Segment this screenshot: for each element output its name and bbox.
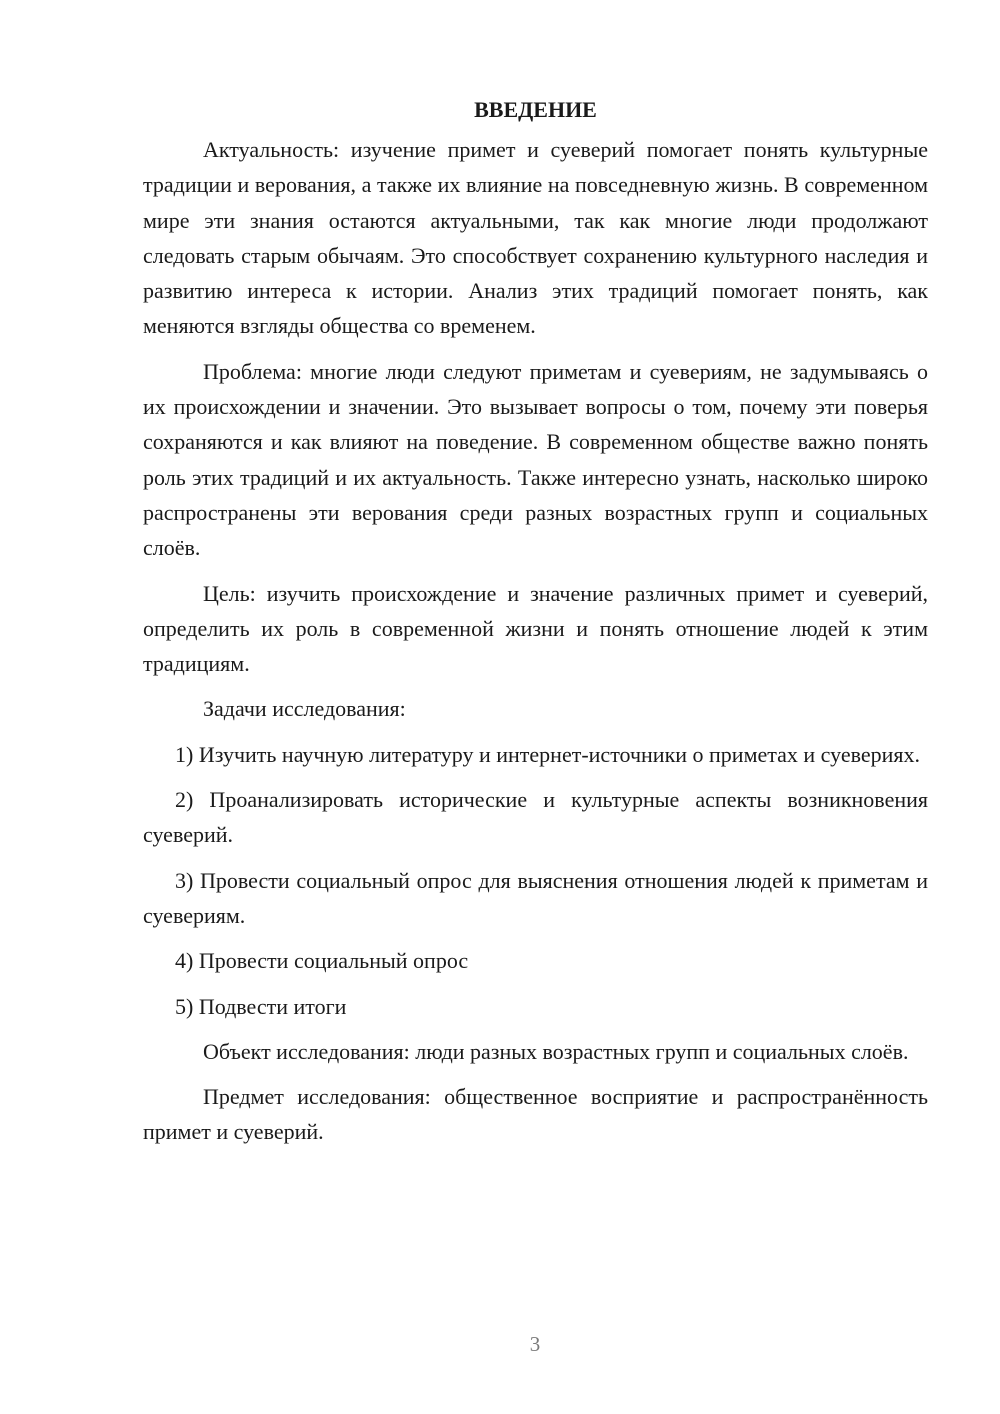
tasks-title: Задачи исследования: (203, 696, 406, 722)
problem-paragraph: Проблема: многие люди следуют приметам и суевериям, не задумываясь о их происхождении и значении. Это вызывает вопросы о том, почему эти поверья сохраняются и как влияют на поведение. В современном обществе важно понять роль этих традиций и их актуальность. Также интересно узнать, насколько широко распространены эти верования среди разных возрастных групп и социальных слоёв. (143, 358, 928, 561)
task-item-5: 5) Подвести итоги (175, 993, 347, 1019)
task-item-3: 3) Провести социальный опрос для выяснения отношения людей к приметам и суевериям. (143, 867, 928, 928)
document-page (143, 92, 928, 1160)
page-number: 3 (529, 1332, 541, 1356)
task-item-1: 1) Изучить научную литературу и интернет-источники о приметах и суевериях. (175, 741, 921, 767)
subject-paragraph: Предмет исследования: общественное восприятие и распространённость примет и суеверий. (143, 1084, 928, 1145)
goal-paragraph: Цель: изучить происхождение и значение различных примет и суеверий, определить их роль в современной жизни и понять отношение людей к этим традициям. (143, 580, 928, 677)
section-heading: ВВЕДЕНИЕ (474, 97, 597, 122)
object-paragraph: Объект исследования: люди разных возрастных групп и социальных слоёв. (203, 1038, 909, 1064)
relevance-paragraph: Актуальность: изучение примет и суеверий помогает понять культурные традиции и верования, а также их влияние на повседневную жизнь. В современном мире эти знания остаются актуальными, так как многие люди продолжают следовать старым обычаям. Это способствует сохранению культурного наследия и развитию интереса к истории. Анализ этих традиций помогает понять, как меняются взгляды общества со временем. (143, 137, 928, 339)
task-item-4: 4) Провести социальный опрос (175, 948, 469, 974)
task-item-2: 2) Проанализировать исторические и культурные аспекты возникновения суеверий. (143, 787, 928, 848)
